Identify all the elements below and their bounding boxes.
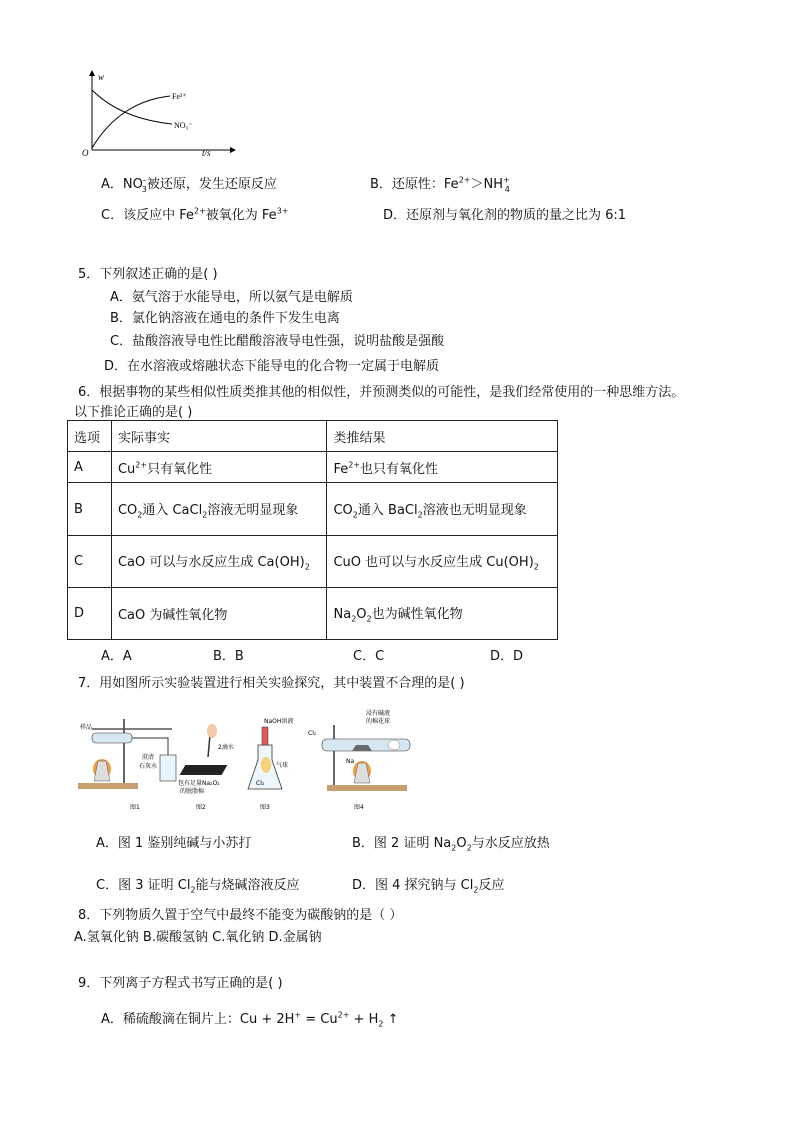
table-header-row: [68, 421, 558, 452]
origin-label: O: [82, 148, 89, 158]
fig1-limewater-label2: 石灰水: [139, 763, 158, 770]
fig3-cl2-label: Cl₂: [256, 780, 265, 787]
header-fact: 实际事实: [111, 421, 327, 452]
reaction-graph: [80, 68, 240, 158]
q4-option-a[interactable]: A．$NO^-_3$被还原，发生还原反应: [101, 175, 277, 194]
q8-stem: 8．下列物质久置于空气中最终不能变为碳酸钠的是（ ）: [78, 908, 403, 923]
fig2-cotton-label: 包有足量Na₂O₂: [178, 780, 220, 787]
q6-table: [67, 420, 558, 640]
q4-option-c[interactable]: C．该反应中 $Fe^{2+}$被氧化为 $Fe^{3+}$: [101, 206, 289, 223]
q6-choice-b[interactable]: B．B: [213, 649, 244, 664]
fig4-na-label: Na: [346, 758, 355, 765]
table-row: D CaO 为碱性氧化物 $Na_2O_2$也为碱性氧化物: [68, 588, 558, 640]
q6-stem-line1: 6．根据事物的某些相似性质类推其他的相似性，并预测类似的可能性，是我们经常使用的一种思维方法。: [78, 385, 685, 400]
no3-curve: [92, 90, 172, 124]
q9-option-a[interactable]: A．稀硫酸滴在铜片上：$Cu + 2H^+ = Cu^{2+} + H_2$ ↑: [101, 1010, 399, 1029]
q7-option-d[interactable]: D．图 4 探究钠与 $Cl_2$反应: [352, 878, 505, 895]
q5-stem: 5．下列叙述正确的是( ): [78, 267, 218, 282]
fig3-naoh-label: NaOH溶液: [264, 718, 294, 725]
q7-option-b[interactable]: B．图 2 证明 $Na_2O_2$与水反应放热: [352, 836, 550, 853]
fig3-balloon-label: 气球: [276, 762, 289, 769]
fig1-limewater-label: 澄清: [142, 754, 155, 761]
q7-option-c[interactable]: C．图 3 证明 $Cl_2$能与烧碱溶液反应: [96, 878, 300, 895]
fig2-water-label: 2滴水: [218, 744, 234, 751]
apparatus-figures: [72, 705, 417, 815]
q7-stem: 7．用如图所示实验装置进行相关实验探究，其中装置不合理的是( ): [78, 676, 465, 691]
y-axis-label: w: [98, 72, 105, 82]
figure-2: [178, 724, 234, 811]
q9-stem: 9．下列离子方程式书写正确的是( ): [78, 976, 283, 991]
q5-option-d[interactable]: D．在水溶液或熔融状态下能导电的化合物一定属于电解质: [104, 359, 440, 374]
table-row: B $CO_2$通入 CaCl$_2$溶液无明显现象 $CO_2$通入 BaCl$_2$溶液也无明显现象: [68, 483, 558, 536]
q7-option-a[interactable]: A．图 1 鉴别纯碱与小苏打: [96, 836, 252, 851]
figure-4: [308, 709, 410, 811]
table-row: C CaO 可以与水反应生成 $Ca(OH)_2$ CuO 也可以与水反应生成 $Cu(OH)_2$: [68, 536, 558, 588]
fig4-alkali-label: 浸有碱液: [366, 710, 391, 717]
q6-choice-c[interactable]: C．C: [353, 649, 385, 664]
fig2-cotton-label2: 的脱脂棉: [180, 788, 205, 795]
header-result: 类推结果: [327, 421, 558, 452]
x-axis-label: t/s: [202, 148, 211, 158]
q4-option-b[interactable]: B．还原性：$Fe^{2+}>NH^+_4$: [370, 175, 510, 194]
q4-option-d[interactable]: D．还原剂与氧化剂的物质的量之比为 6:1: [383, 208, 627, 223]
figure-1: [78, 719, 176, 811]
table-row: A $Cu^{2+}$只有氧化性 $Fe^{2+}$也只有氧化性: [68, 452, 558, 483]
fig4-cl2-label: Cl₂: [308, 730, 317, 737]
q5-option-b[interactable]: B．氯化钠溶液在通电的条件下发生电离: [110, 311, 340, 326]
fig1-caption: 图1: [130, 804, 140, 811]
q5-option-a[interactable]: A．氨气溶于水能导电，所以氨气是电解质: [110, 290, 353, 305]
figure-3: [248, 717, 293, 811]
fig4-caption: 图4: [354, 804, 364, 811]
fig4-cotton-label: 的棉花球: [366, 718, 391, 725]
header-option: 选项: [68, 421, 112, 452]
q5-option-c[interactable]: C．盐酸溶液导电性比醋酸溶液导电性强，说明盐酸是强酸: [110, 334, 445, 349]
q8-choices[interactable]: A.氢氧化钠 B.碳酸氢钠 C.氧化钠 D.金属钠: [74, 930, 322, 945]
q6-choice-d[interactable]: D．D: [490, 649, 524, 664]
fe3-label: Fe³⁺: [172, 92, 187, 101]
q6-stem-line2: 以下推论正确的是( ): [74, 405, 193, 420]
q6-choice-a[interactable]: A．A: [101, 649, 132, 664]
fig2-caption: 图2: [196, 804, 206, 811]
no3-label: NO₃⁻: [174, 121, 193, 130]
fig3-caption: 图3: [260, 804, 270, 811]
fig1-sample-label: 样品: [80, 724, 93, 731]
